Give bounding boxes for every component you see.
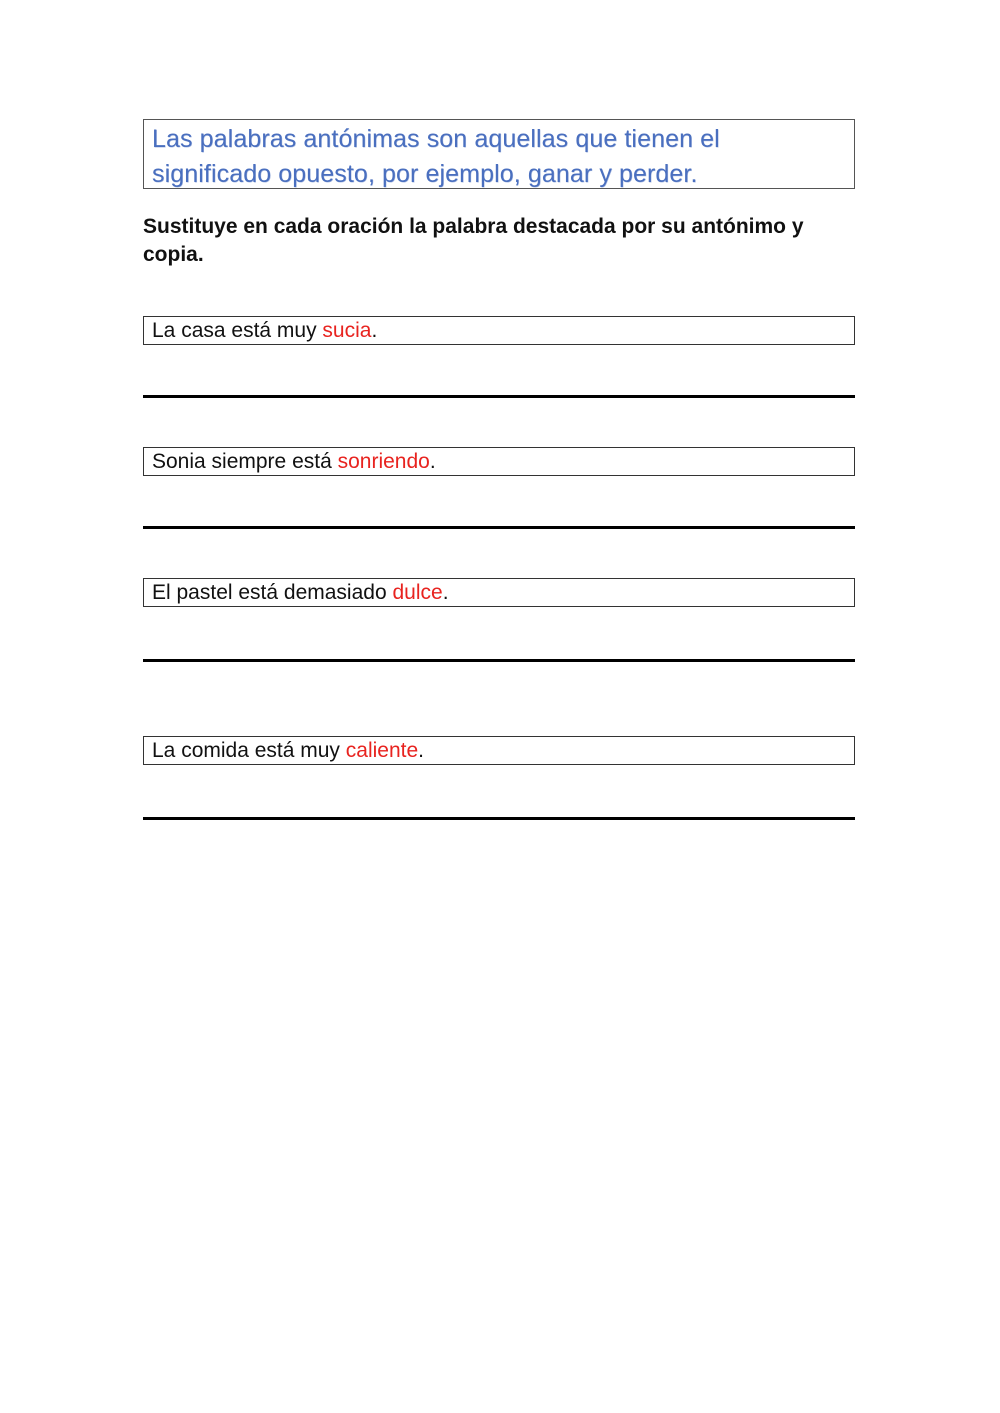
highlighted-word: caliente bbox=[345, 739, 419, 762]
sentence-text: Sonia siempre está bbox=[152, 450, 338, 473]
instruction-text: Sustituye en cada oración la palabra destacada por su antónimo y copia. bbox=[143, 215, 804, 266]
highlighted-word: dulce bbox=[392, 581, 443, 604]
highlighted-word: sucia bbox=[322, 319, 372, 342]
sentence-ending: . bbox=[442, 581, 449, 604]
answer-line-2[interactable] bbox=[143, 526, 855, 529]
sentence-ending: . bbox=[418, 739, 424, 762]
definition-box bbox=[143, 119, 855, 189]
sentence-ending: . bbox=[371, 319, 378, 342]
sentence-ending: . bbox=[429, 450, 436, 473]
sentence-box-3 bbox=[143, 578, 855, 607]
sentence-box-1 bbox=[143, 316, 855, 345]
answer-line-1[interactable] bbox=[143, 395, 855, 398]
sentence-text: El pastel está demasiado bbox=[152, 581, 393, 604]
sentence-text: La casa está muy bbox=[152, 319, 323, 342]
answer-line-4[interactable] bbox=[143, 817, 855, 820]
highlighted-word: sonriendo bbox=[337, 450, 430, 473]
definition-text: Las palabras antónimas son aquellas que tienen el significado opuesto, por ejemplo, ganar y perder. bbox=[152, 125, 720, 188]
answer-line-3[interactable] bbox=[143, 659, 855, 662]
sentence-text: La comida está muy bbox=[152, 739, 346, 762]
sentence-box-4 bbox=[143, 736, 855, 765]
sentence-box-2 bbox=[143, 447, 855, 476]
